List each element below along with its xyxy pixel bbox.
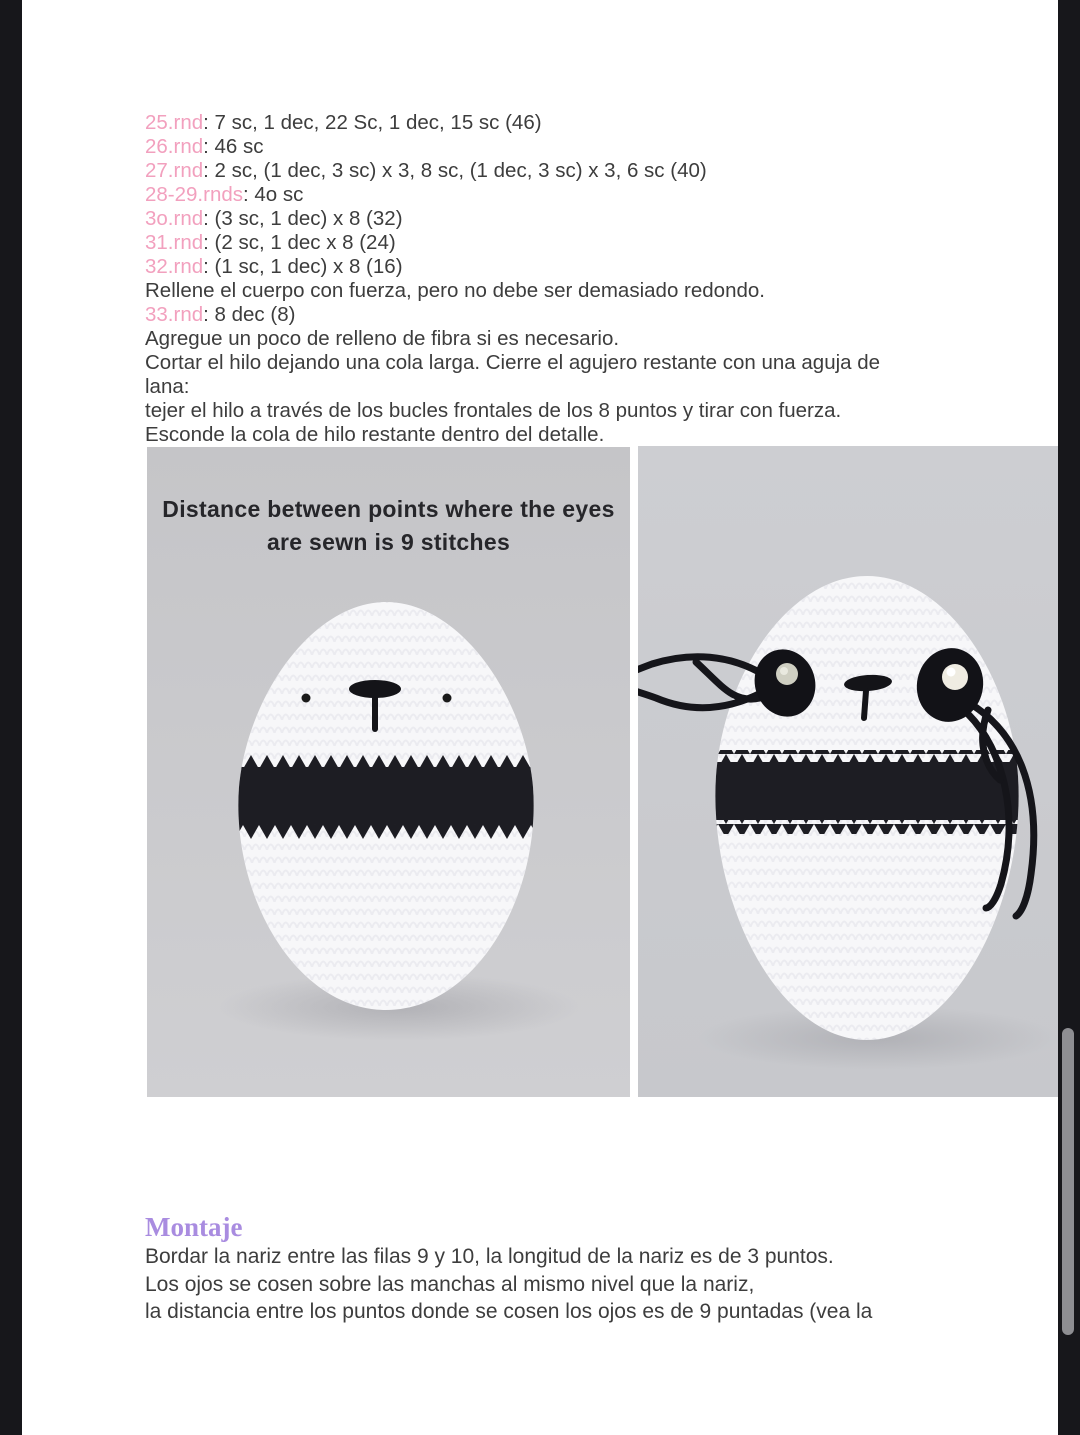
pattern-instruction: Rellene el cuerpo con fuerza, pero no debe ser demasiado redondo. xyxy=(145,279,765,302)
pattern-line xyxy=(145,111,880,135)
round-label: 25.rnd xyxy=(145,111,204,134)
pattern-line xyxy=(145,255,880,279)
pattern-instruction: : (1 sc, 1 dec) x 8 (16) xyxy=(203,255,403,278)
round-label: 26.rnd xyxy=(145,135,204,158)
section-heading-montaje: Montaje xyxy=(145,1212,243,1242)
pearl-pin xyxy=(942,664,968,690)
assembly-line: Bordar la nariz entre las filas 9 y 10, la longitud de la nariz es de 3 puntos. xyxy=(145,1245,834,1268)
round-label: 3o.rnd xyxy=(145,207,204,230)
round-label: 31.rnd xyxy=(145,231,204,254)
pattern-instruction: Cortar el hilo dejando una cola larga. Cierre el agujero restante con una aguja de xyxy=(145,351,881,374)
pattern-instruction: lana: xyxy=(145,375,190,398)
pattern-line xyxy=(145,423,880,447)
pattern-instructions-block xyxy=(145,111,880,447)
pattern-instruction: : 2 sc, (1 dec, 3 sc) x 3, 8 sc, (1 dec, 3 sc) x 3, 6 sc (40) xyxy=(203,159,707,182)
pattern-instruction: : 46 sc xyxy=(203,135,264,158)
pattern-line xyxy=(145,375,880,399)
pattern-line xyxy=(145,183,880,207)
left-bezel xyxy=(0,0,22,1435)
pattern-line xyxy=(145,279,880,303)
pattern-instruction: : (2 sc, 1 dec x 8 (24) xyxy=(203,231,396,254)
pin-head xyxy=(776,663,798,685)
pattern-line xyxy=(145,231,880,255)
assembly-line: la distancia entre los puntos donde se cosen los ojos es de 9 puntadas (vea la xyxy=(145,1300,873,1323)
pattern-line xyxy=(145,327,880,351)
round-label: 32.rnd xyxy=(145,255,204,278)
pattern-line xyxy=(145,303,880,327)
pattern-instruction: Esconde la cola de hilo restante dentro del detalle. xyxy=(145,423,605,446)
photo-left-panda xyxy=(147,447,630,1097)
pattern-instruction: : 4o sc xyxy=(243,183,304,206)
round-label: 27.rnd xyxy=(145,159,204,182)
pattern-line xyxy=(145,207,880,231)
pattern-instruction: : 8 dec (8) xyxy=(203,303,296,326)
pattern-instruction: Agregue un poco de relleno de fibra si es necesario. xyxy=(145,327,620,350)
pattern-instruction: : (3 sc, 1 dec) x 8 (32) xyxy=(203,207,403,230)
pattern-instruction: : 7 sc, 1 dec, 22 Sc, 1 dec, 15 sc (46) xyxy=(203,111,542,134)
photo-right-panda xyxy=(638,446,1058,1097)
round-label: 28-29.rnds xyxy=(145,183,244,206)
pattern-line xyxy=(145,399,880,423)
pattern-line xyxy=(145,135,880,159)
pattern-line xyxy=(145,159,880,183)
scrollbar-thumb[interactable] xyxy=(1062,1028,1074,1335)
right-panda-illustration xyxy=(638,446,1058,1097)
pattern-instruction: tejer el hilo a través de los bucles frontales de los 8 puntos y tirar con fuerza. xyxy=(145,399,842,422)
pattern-line xyxy=(145,351,880,375)
assembly-line: Los ojos se cosen sobre las manchas al mismo nivel que la nariz, xyxy=(145,1272,755,1296)
round-label: 33.rnd xyxy=(145,303,204,326)
photo-caption: Distance between points where the eyes are sewn is 9 stitches xyxy=(162,496,615,555)
assembly-instructions-block xyxy=(145,1243,872,1326)
